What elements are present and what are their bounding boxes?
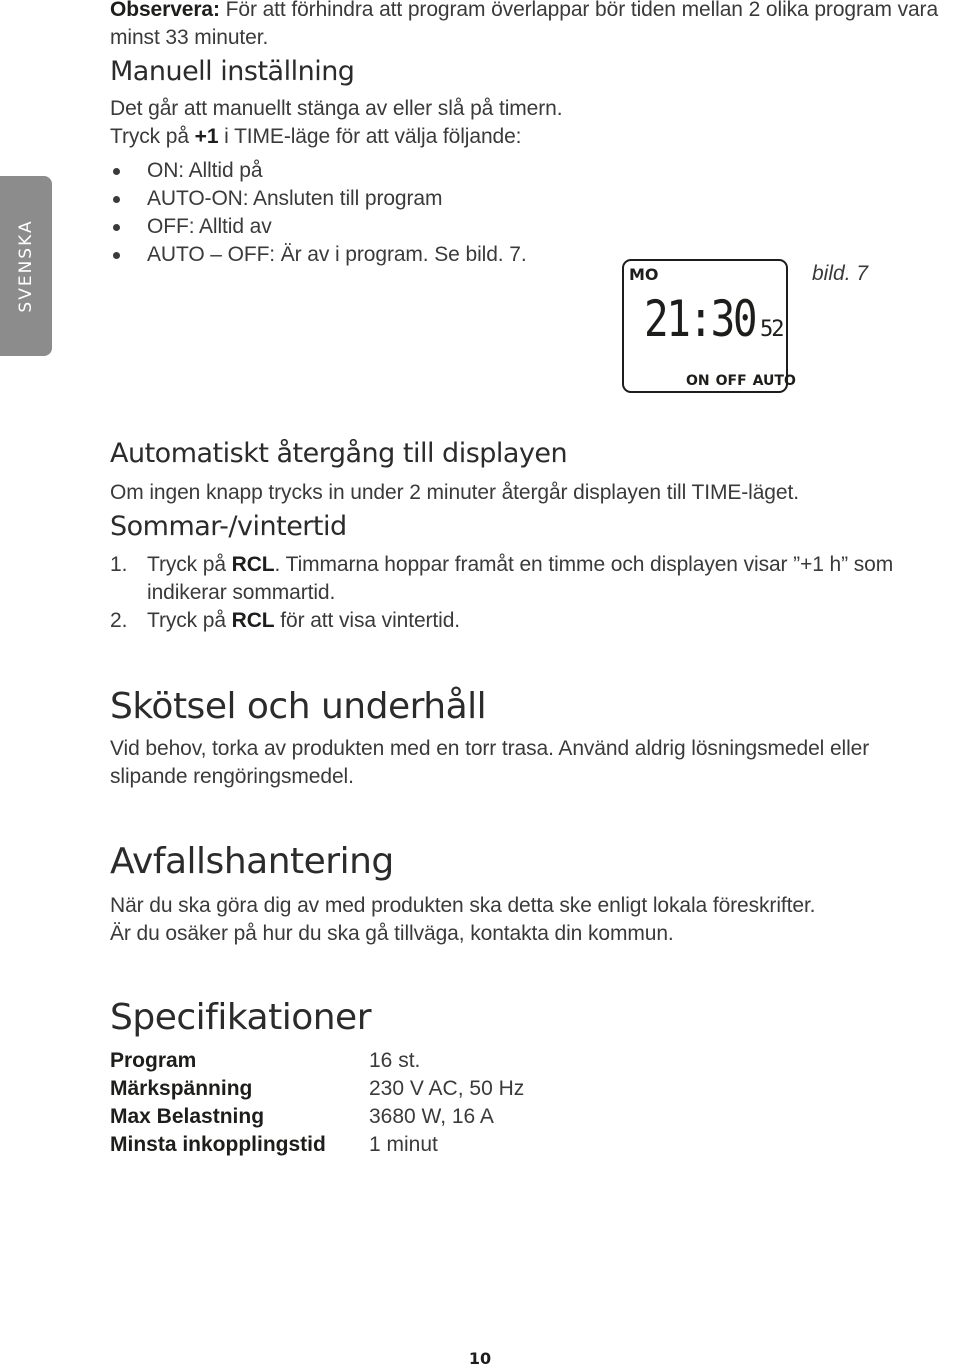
care-heading: Skötsel och underhåll bbox=[110, 686, 487, 727]
language-tab-label: SVENSKA bbox=[16, 219, 36, 313]
manual-line-2-pre: Tryck på bbox=[110, 125, 195, 148]
step-text-pre: Tryck på bbox=[147, 609, 232, 632]
lcd-seconds: 52 bbox=[760, 317, 783, 342]
step-text-post: . Timmarna hoppar framåt en timme och displayen visar ”+1 h” som indikerar sommartid. bbox=[147, 553, 894, 604]
disposal-line-2: Är du osäker på hur du ska gå tillväga, kontakta din kommun. bbox=[110, 922, 674, 945]
step-text-pre: Tryck på bbox=[147, 553, 232, 576]
spec-value: 1 minut bbox=[369, 1133, 438, 1156]
disposal-section bbox=[110, 892, 950, 948]
spec-key: Minsta inkopplingstid bbox=[110, 1133, 326, 1156]
table-row bbox=[110, 1131, 524, 1159]
mode-list bbox=[110, 157, 610, 269]
note-label: Observera: bbox=[110, 0, 220, 21]
spec-value: 16 st. bbox=[369, 1049, 421, 1072]
table-row bbox=[110, 1103, 524, 1131]
manual-line-2 bbox=[110, 123, 610, 151]
disposal-line-1: När du ska göra dig av med produkten ska detta ske enligt lokala föreskrifter. bbox=[110, 894, 816, 917]
list-item bbox=[110, 551, 930, 607]
spec-key: Max Belastning bbox=[110, 1105, 265, 1128]
note-text: För att förhindra att program överlappar bör tiden mellan 2 olika program vara minst 33 minuter. bbox=[110, 0, 939, 49]
lcd-mode-off: OFF bbox=[715, 373, 747, 389]
dst-steps bbox=[110, 551, 930, 635]
rcl-key: RCL bbox=[231, 553, 275, 576]
lcd-mode-on: ON bbox=[686, 373, 710, 389]
auto-return-heading: Automatiskt återgång till displayen bbox=[110, 438, 568, 469]
spec-value: 3680 W, 16 A bbox=[369, 1105, 494, 1128]
list-item: OFF: Alltid av bbox=[110, 213, 610, 241]
spec-key: Program bbox=[110, 1049, 197, 1072]
dst-heading: Sommar-/vintertid bbox=[110, 511, 347, 542]
list-item: AUTO – OFF: Är av i program. Se bild. 7. bbox=[110, 241, 610, 269]
manual-line-1: Det går att manuellt stänga av eller slå på timern. bbox=[110, 97, 563, 120]
lcd-day: MO bbox=[629, 265, 659, 284]
lcd-mode-auto: AUTO bbox=[752, 373, 796, 389]
list-item: ON: Alltid på bbox=[110, 157, 610, 185]
lcd-modes bbox=[686, 373, 802, 389]
specs-table bbox=[110, 1047, 524, 1159]
table-row bbox=[110, 1075, 524, 1103]
lcd-display-figure bbox=[622, 259, 796, 393]
manual-heading: Manuell inställning bbox=[110, 56, 355, 87]
list-item bbox=[110, 607, 930, 635]
care-text: Vid behov, torka av produkten med en torr trasa. Använd aldrig lösningsmedel eller slipande rengöringsmedel. bbox=[110, 737, 870, 788]
list-item: AUTO-ON: Ansluten till program bbox=[110, 185, 610, 213]
specs-heading: Specifikationer bbox=[110, 997, 372, 1038]
lcd-time: 21:30 bbox=[644, 290, 756, 348]
disposal-heading: Avfallshantering bbox=[110, 841, 394, 882]
language-tab bbox=[0, 176, 52, 356]
note-paragraph bbox=[110, 0, 960, 52]
step-number: 1. bbox=[110, 553, 128, 576]
figure-caption: bild. 7 bbox=[812, 262, 869, 285]
table-row bbox=[110, 1047, 524, 1075]
step-number: 2. bbox=[110, 609, 128, 632]
step-text-post: för att visa vintertid. bbox=[274, 609, 461, 632]
plus-one-key: +1 bbox=[194, 125, 219, 148]
page-number: 10 bbox=[468, 1349, 492, 1368]
spec-value: 230 V AC, 50 Hz bbox=[369, 1077, 525, 1100]
dst-section bbox=[110, 551, 930, 635]
spec-key: Märkspänning bbox=[110, 1077, 253, 1100]
rcl-key: RCL bbox=[231, 609, 275, 632]
manual-line-2-post: i TIME-läge för att välja följande: bbox=[218, 125, 522, 148]
auto-return-text: Om ingen knapp trycks in under 2 minuter återgår displayen till TIME-läget. bbox=[110, 481, 799, 504]
manual-section bbox=[110, 95, 610, 269]
